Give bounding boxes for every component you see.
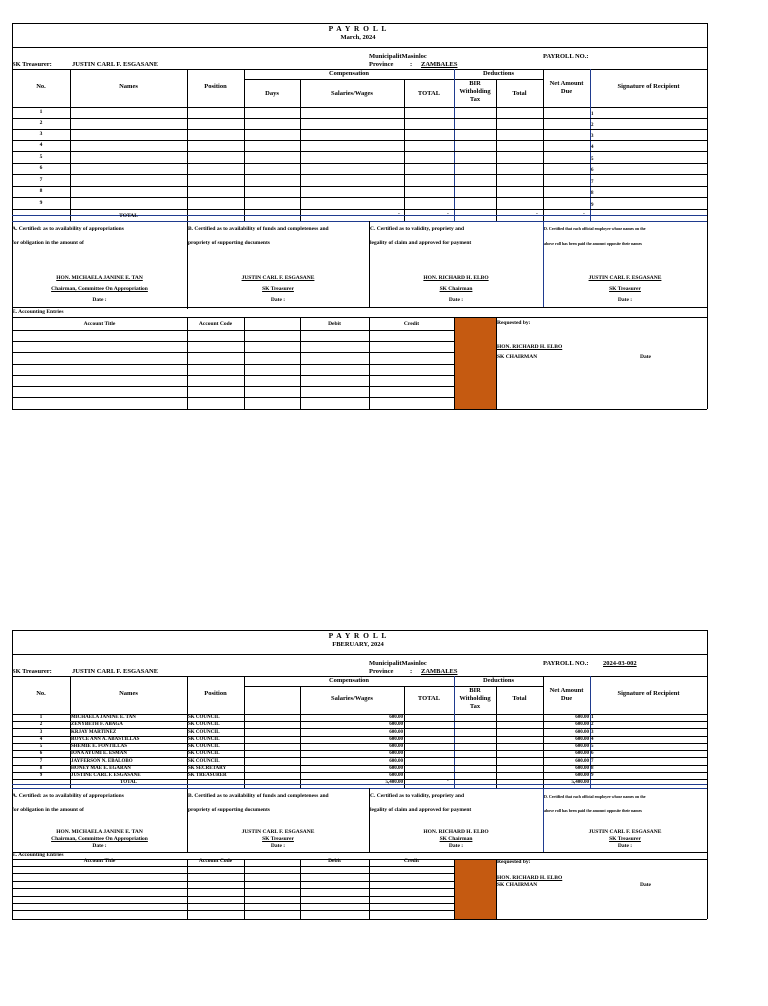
- sig-a-date: Date :: [92, 297, 107, 303]
- row-number: 3: [39, 729, 43, 735]
- total-row-label: TOTAL: [119, 213, 138, 219]
- row-number: 4: [39, 736, 43, 742]
- row-number: 3: [39, 131, 43, 137]
- municipality: MunicipalitMasinloc: [369, 660, 427, 667]
- sig-d-name: JUSTIN CARL F. ESGASANE: [588, 829, 662, 835]
- province-label: Province: [369, 61, 394, 68]
- col-net-amount: Net Amount: [549, 80, 584, 87]
- municipality: MunicipalitMasinloc: [369, 53, 427, 60]
- treasurer-label: SK Treasurer:: [12, 61, 52, 68]
- col-position: Position: [204, 690, 227, 697]
- signature-number: 6: [591, 168, 594, 173]
- cert-a-line1: A. Certified: as to availability of appropriations: [12, 226, 124, 232]
- employee-position: SK SECRETARY: [188, 765, 227, 771]
- employee-name: KRJAY MARTINEZ: [71, 729, 117, 735]
- row-number: 5: [39, 154, 43, 160]
- signature-number: 4: [591, 145, 594, 150]
- sig-a-name: HON. MICHAELA JANINE E. TAN: [56, 829, 143, 835]
- cert-b-line1: B. Certified as to availability of funds and completeness and: [188, 793, 329, 799]
- signature-number: 3: [591, 729, 594, 735]
- salary-amount: 600.00: [389, 722, 403, 728]
- province-value: ZAMBALES: [421, 61, 458, 68]
- orange-fill-block: [454, 860, 496, 919]
- signature-number: 1: [591, 715, 594, 720]
- col-signature: Signature of Recipient: [617, 83, 680, 90]
- net-amount: 600.00: [575, 765, 589, 771]
- accounting-entries-label: E. Accounting Entries: [12, 309, 64, 315]
- employee-position: SK COUNCIL: [188, 729, 220, 735]
- cert-d-line2: above roll has been paid the amount opposite their names: [544, 808, 642, 813]
- signature-number: 3: [591, 134, 594, 139]
- col-days: Days: [265, 90, 279, 97]
- col-bir: BIR: [469, 80, 481, 87]
- sig-a-date: Date :: [92, 843, 107, 849]
- requested-by-date: Date: [640, 354, 651, 360]
- sig-b-name: JUSTIN CARL F. ESGASANE: [241, 275, 315, 281]
- salary-amount: 600.00: [389, 729, 403, 735]
- sig-b-title: SK Treasurer: [262, 836, 294, 842]
- col-total: TOTAL: [417, 695, 441, 702]
- row-number: 2: [39, 120, 43, 126]
- col-no: No.: [36, 83, 46, 90]
- sig-d-date: Date :: [617, 843, 633, 849]
- col-bir: BIR: [469, 687, 481, 694]
- row-number: 9: [39, 200, 43, 206]
- payroll-title: P A Y R O L L: [328, 24, 388, 33]
- payroll-period: March, 2024: [340, 34, 376, 41]
- treasurer-name: JUSTIN CARL F. ESGASANE: [72, 668, 159, 675]
- cert-c-line1: C. Certified as to validity, propriety and: [370, 793, 465, 799]
- row-number: 8: [39, 188, 43, 194]
- total-dash: -: [398, 211, 400, 217]
- employee-position: SK COUNCIL: [188, 722, 220, 728]
- signature-number: 8: [591, 765, 594, 771]
- requested-by-title: SK CHAIRMAN: [497, 882, 538, 888]
- net-amount: 600.00: [575, 715, 589, 720]
- salary-amount: 600.00: [389, 765, 403, 771]
- col-names: Names: [119, 690, 138, 697]
- row-number: 1: [39, 109, 43, 115]
- employee-name: MICHAELA JANINE E. TAN: [71, 715, 136, 720]
- col-account-title: Account Title: [83, 858, 116, 864]
- signature-number: 2: [591, 722, 594, 728]
- employee-position: SK COUNCIL: [188, 751, 220, 757]
- employee-position: SK COUNCIL: [188, 758, 220, 764]
- col-bir-3: Tax: [469, 96, 481, 103]
- signature-number: 7: [591, 758, 594, 764]
- col-account-code: Account Code: [198, 321, 233, 327]
- sig-d-name: JUSTIN CARL F. ESGASANE: [588, 275, 662, 281]
- orange-fill-block: [454, 318, 496, 409]
- salary-amount: 600.00: [389, 773, 403, 778]
- cert-c-line2: legality of claim and approved for payment: [370, 240, 472, 246]
- employee-name: JUSTINE CARL F. ESGASANE: [71, 773, 141, 778]
- requested-by-date: Date: [640, 882, 651, 888]
- sig-a-title: Chairman, Committee On Appropriation: [51, 286, 148, 292]
- net-amount: 600.00: [575, 744, 589, 749]
- col-net-amount-2: Due: [560, 695, 573, 702]
- row-number: 4: [39, 142, 43, 148]
- payroll-title: P A Y R O L L: [328, 631, 388, 640]
- signature-number: 8: [591, 191, 594, 196]
- total-row-label: TOTAL: [119, 780, 138, 785]
- requested-by-label: Requested by:: [497, 859, 531, 865]
- sig-c-date: Date :: [448, 843, 464, 849]
- total-amount: 5,400.00: [385, 780, 403, 785]
- col-signature: Signature of Recipient: [617, 690, 680, 697]
- salary-amount: 600.00: [389, 744, 403, 749]
- sig-c-title: SK Chairman: [439, 286, 473, 292]
- deductions-header: Deductions: [482, 70, 515, 77]
- salary-amount: 600.00: [389, 758, 403, 764]
- cert-d-line2: above roll has been paid the amount opposite their names: [544, 241, 642, 246]
- col-position: Position: [204, 83, 227, 90]
- requested-by-name: HON. RICHARD H. ELBO: [497, 875, 563, 881]
- sig-b-date: Date :: [270, 843, 286, 849]
- net-amount: 600.00: [575, 758, 589, 764]
- col-debit: Debit: [328, 321, 341, 327]
- province-sep: :: [410, 668, 413, 675]
- payroll-no-label: PAYROLL NO.:: [543, 660, 589, 667]
- sig-d-title: SK Treasurer: [609, 836, 641, 842]
- employee-name: JAYFERSON N. EBALOBO: [71, 758, 133, 764]
- signature-number: 9: [591, 773, 594, 778]
- employee-name: IONA AYUMI E. ESMAN: [71, 751, 127, 757]
- employee-name: ZENYBETH F. ABAGA: [71, 722, 123, 728]
- salary-amount: 600.00: [389, 736, 403, 742]
- cert-c-line2: legality of claim and approved for payment: [370, 807, 472, 813]
- deductions-header: Deductions: [482, 677, 515, 684]
- net-amount: 600.00: [575, 722, 589, 728]
- col-no: No.: [36, 690, 46, 697]
- sig-d-title: SK Treasurer: [609, 286, 641, 292]
- province-label: Province: [369, 668, 394, 675]
- requested-by-label: Requested by:: [497, 320, 531, 326]
- sig-c-date: Date :: [448, 297, 464, 303]
- payroll-no-value: 2024-03-002: [603, 660, 637, 667]
- cert-b-line1: B. Certified as to availability of funds and completeness and: [188, 226, 329, 232]
- net-amount: 600.00: [575, 736, 589, 742]
- compensation-header: Compensation: [328, 677, 370, 684]
- row-number: 6: [39, 165, 43, 171]
- sig-d-date: Date :: [617, 297, 633, 303]
- salary-amount: 600.00: [389, 715, 403, 720]
- row-number: 7: [39, 758, 43, 764]
- signature-number: 5: [591, 744, 594, 749]
- row-number: 9: [39, 773, 43, 778]
- cert-d-line1: D. Certified that each official employee whose names on the: [544, 794, 646, 799]
- requested-by-name: HON. RICHARD H. ELBO: [497, 344, 563, 350]
- employee-position: SK COUNCIL: [188, 715, 220, 720]
- requested-by-title: SK CHAIRMAN: [497, 354, 538, 360]
- sig-c-name: HON. RICHARD H. ELBO: [423, 829, 489, 835]
- payroll-no-label: PAYROLL NO.:: [543, 53, 589, 60]
- treasurer-name: JUSTIN CARL F. ESGASANE: [72, 61, 159, 68]
- cert-b-line2: propriety of supporting documents: [188, 807, 270, 813]
- salary-amount: 600.00: [389, 751, 403, 757]
- col-ded-total: Total: [512, 90, 527, 97]
- col-account-code: Account Code: [198, 858, 233, 864]
- col-salaries: Salaries/Wages: [331, 90, 373, 97]
- col-debit: Debit: [328, 858, 341, 864]
- col-net-amount-2: Due: [560, 88, 573, 95]
- cert-d-line1: D. Certified that each official employee whose names on the: [544, 226, 646, 231]
- net-amount: 600.00: [575, 751, 589, 757]
- col-total: TOTAL: [417, 90, 441, 97]
- treasurer-label: SK Treasurer:: [12, 668, 52, 675]
- signature-number: 1: [591, 112, 594, 117]
- employee-position: SK COUNCIL: [188, 744, 220, 749]
- col-net-amount: Net Amount: [549, 687, 584, 694]
- sig-c-title: SK Chairman: [439, 836, 473, 842]
- signature-number: 2: [591, 123, 594, 128]
- sig-c-name: HON. RICHARD H. ELBO: [423, 275, 489, 281]
- employee-name: ROYCE ANN A. ABASTILLAS: [71, 736, 140, 742]
- col-credit: Credit: [403, 858, 420, 864]
- row-number: 2: [39, 722, 43, 728]
- cert-a-line2: for obligation in the amount of: [12, 807, 84, 813]
- cert-b-line2: propriety of supporting documents: [188, 240, 270, 246]
- sig-a-title: Chairman, Committee On Appropriation: [51, 836, 148, 842]
- employee-position: SK TREASURER: [188, 773, 227, 778]
- total-dash: -: [447, 779, 449, 784]
- row-number: 1: [39, 715, 43, 720]
- col-bir-2: Witholding: [459, 695, 491, 702]
- col-salaries: Salaries/Wages: [331, 695, 373, 702]
- total-dash: -: [447, 211, 449, 217]
- col-names: Names: [119, 83, 138, 90]
- cert-a-line2: for obligation in the amount of: [12, 240, 84, 246]
- accounting-entries-label: E. Accounting Entries: [12, 852, 64, 858]
- row-number: 7: [39, 177, 43, 183]
- sig-b-date: Date :: [270, 297, 286, 303]
- sig-a-name: HON. MICHAELA JANINE E. TAN: [56, 275, 143, 281]
- employee-position: SK COUNCIL: [188, 736, 220, 742]
- row-number: 5: [39, 744, 43, 749]
- signature-number: 6: [591, 751, 594, 757]
- net-amount: 600.00: [575, 773, 589, 778]
- row-number: 8: [39, 765, 43, 771]
- row-number: 6: [39, 751, 43, 757]
- signature-number: 5: [591, 157, 594, 162]
- signature-number: 4: [591, 736, 594, 742]
- signature-number: 9: [591, 203, 594, 208]
- total-dash: -: [583, 211, 585, 217]
- payroll-period: FBERUARY, 2024: [332, 641, 384, 648]
- cert-a-line1: A. Certified: as to availability of appropriations: [12, 793, 124, 799]
- province-value: ZAMBALES: [421, 668, 458, 675]
- net-amount: 600.00: [575, 729, 589, 735]
- col-credit: Credit: [403, 321, 420, 327]
- col-account-title: Account Title: [83, 321, 116, 327]
- cert-c-line1: C. Certified as to validity, propriety and: [370, 226, 465, 232]
- province-sep: :: [410, 61, 413, 68]
- col-bir-3: Tax: [469, 703, 481, 710]
- col-bir-2: Witholding: [459, 88, 491, 95]
- col-ded-total: Total: [512, 695, 527, 702]
- signature-number: 7: [591, 180, 594, 185]
- total-net: 5,400.00: [571, 780, 589, 785]
- total-dash: -: [536, 211, 538, 217]
- compensation-header: Compensation: [328, 70, 370, 77]
- sig-b-name: JUSTIN CARL F. ESGASANE: [241, 829, 315, 835]
- employee-name: HONEY MAE E. EGARAN: [71, 765, 131, 771]
- sig-b-title: SK Treasurer: [262, 286, 294, 292]
- employee-name: SHEMIE E. FONTILLAS: [71, 744, 127, 749]
